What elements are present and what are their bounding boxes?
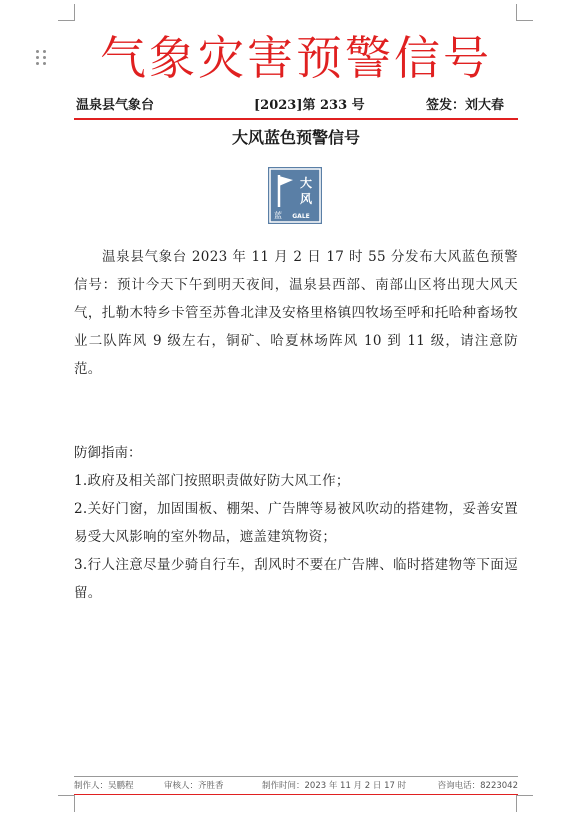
footer bbox=[74, 779, 518, 793]
header-divider bbox=[74, 118, 518, 120]
header-meta-row bbox=[74, 97, 518, 115]
footer-reviewer: 审核人：齐胜香 bbox=[164, 781, 224, 791]
guidance-item: 2.关好门窗，加固围板、棚架、广告牌等易被风吹动的搭建物，妥善安置易受大风影响的室外物品，遮盖建筑物资； bbox=[74, 501, 518, 545]
icon-english-label: GALE bbox=[292, 213, 310, 220]
warning-body-text: 温泉县气象台 2023 年 11 月 2 日 17 时 55 分发布大风蓝色预警信号：预计今天下午到明天夜间，温泉县西部、南部山区将出现大风天气，扎勒木特乡卡管至苏鲁北津及安格里格镇四牧场至呼和托哈种畜场牧业二队阵风 9 级左右，铜矿、哈夏林场阵风 10 到 11 级，请注意防范。 bbox=[74, 249, 518, 377]
crop-mark-top-right bbox=[516, 4, 533, 21]
crop-mark-bottom-left bbox=[58, 795, 75, 812]
issuer-name: 温泉县气象台 bbox=[76, 98, 155, 113]
footer-divider-top bbox=[74, 776, 518, 777]
crop-mark-top-left bbox=[58, 4, 75, 21]
footer-maker: 制作人：吴鹏程 bbox=[74, 781, 134, 791]
guidance-title: 防御指南： bbox=[74, 445, 142, 461]
icon-label-top: 大 bbox=[299, 176, 313, 190]
footer-divider-bottom bbox=[74, 794, 518, 795]
guidance-item: 3.行人注意尽量少骑自行车，刮风时不要在广告牌、临时搭建物等下面逗留。 bbox=[74, 557, 518, 601]
icon-label-bottom: 风 bbox=[299, 192, 313, 206]
footer-time: 制作时间：2023 年 11 月 2 日 17 时 bbox=[262, 781, 407, 791]
document-number: [2023]第 233 号 bbox=[254, 98, 365, 113]
crop-mark-bottom-right bbox=[516, 795, 533, 812]
gale-blue-warning-icon bbox=[268, 167, 322, 224]
guidance-list bbox=[74, 467, 518, 607]
footer-phone: 咨询电话：8223042 bbox=[437, 781, 518, 791]
signer-name: 签发：刘大春 bbox=[425, 98, 504, 113]
icon-level-label: 蓝 bbox=[274, 211, 282, 220]
guidance-item: 1.政府及相关部门按照职责做好防大风工作； bbox=[74, 473, 350, 489]
drag-handle-icon[interactable] bbox=[36, 50, 48, 66]
warning-headline: 大风蓝色预警信号 bbox=[231, 128, 360, 147]
document-title: 气象灾害预警信号 bbox=[100, 31, 492, 85]
